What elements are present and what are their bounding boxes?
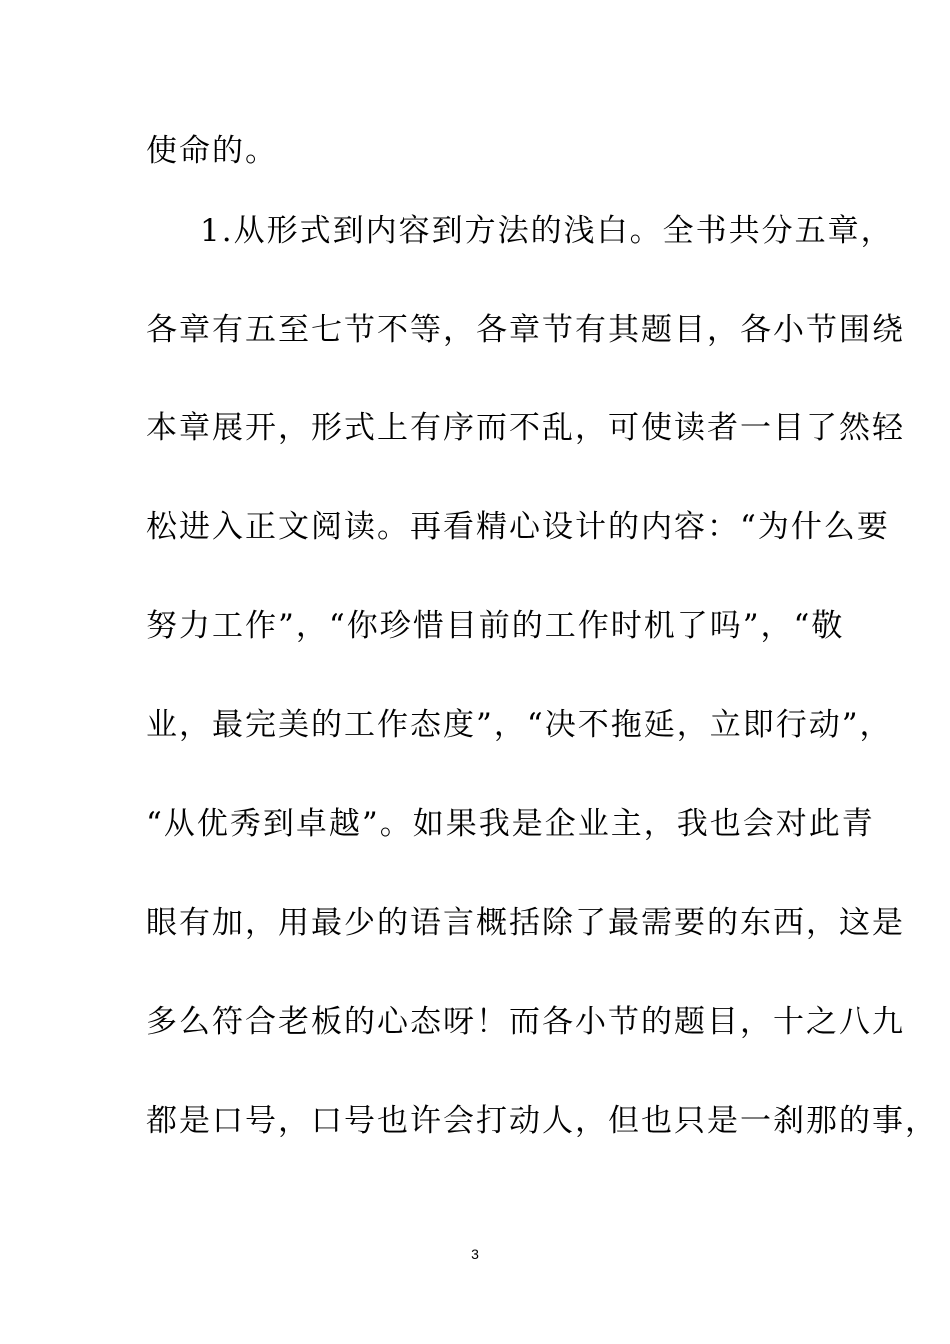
- text-line: 眼有加，用最少的语言概括除了最需要的东西，这是: [146, 905, 905, 941]
- text-line: 松进入正文阅读。再看精心设计的内容：“为什么要: [146, 509, 890, 545]
- text-line: 多么符合老板的心态呀！而各小节的题目，十之八九: [146, 1004, 905, 1040]
- text-line: 都是口号，口号也许会打动人，但也只是一刹那的事，: [146, 1103, 938, 1139]
- text-line: 本章展开，形式上有序而不乱，可使读者一目了然轻: [146, 410, 905, 446]
- text-line: 使命的。: [146, 133, 278, 169]
- text-line: “从优秀到卓越”。如果我是企业主，我也会对此青: [146, 806, 875, 842]
- text-line: 各章有五至七节不等，各章节有其题目，各小节围绕: [146, 312, 905, 348]
- text-line: 努力工作”，“你珍惜目前的工作时机了吗”，“敬: [146, 608, 845, 644]
- page-number: 3: [471, 1246, 479, 1262]
- text-line: 1.从形式到内容到方法的浅白。全书共分五章，: [200, 213, 894, 249]
- text-line: 业，最完美的工作态度”，“决不拖延，立即行动”，: [146, 707, 893, 743]
